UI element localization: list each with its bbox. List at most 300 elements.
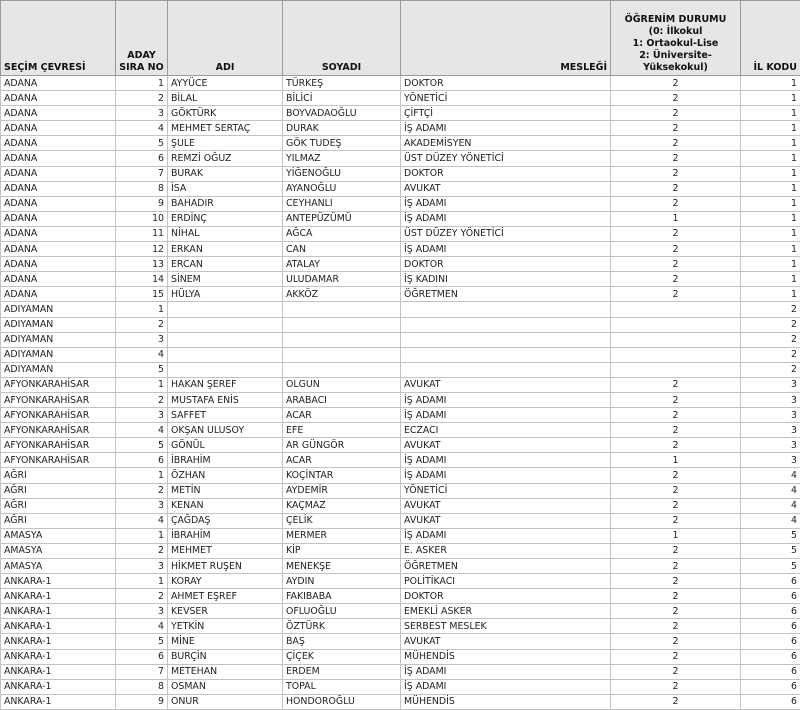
cell-meslegi[interactable] (401, 317, 611, 332)
cell-soyadi[interactable]: CEYHANLI (283, 196, 401, 211)
table-row[interactable] (1, 589, 800, 604)
cell-meslegi[interactable]: ÜST DÜZEY YÖNETİCİ (401, 151, 611, 166)
cell-adi[interactable]: ÇAĞDAŞ (168, 513, 283, 528)
cell-meslegi[interactable]: MÜHENDİS (401, 649, 611, 664)
cell-il-kodu[interactable]: 6 (741, 664, 800, 679)
table-row[interactable] (1, 559, 800, 574)
cell-adi[interactable]: AYYÜCE (168, 76, 283, 91)
cell-secim-cevresi[interactable]: ADIYAMAN (1, 302, 116, 317)
cell-adi[interactable]: NİHAL (168, 226, 283, 241)
table-row[interactable] (1, 664, 800, 679)
cell-soyadi[interactable]: HONDOROĞLU (283, 694, 401, 709)
cell-secim-cevresi[interactable]: ADIYAMAN (1, 317, 116, 332)
cell-meslegi[interactable]: ÖĞRETMEN (401, 559, 611, 574)
table-row[interactable] (1, 151, 800, 166)
cell-secim-cevresi[interactable]: ANKARA-1 (1, 634, 116, 649)
cell-secim-cevresi[interactable]: AFYONKARAHİSAR (1, 453, 116, 468)
cell-il-kodu[interactable]: 1 (741, 121, 800, 136)
cell-meslegi[interactable]: ECZACI (401, 423, 611, 438)
cell-aday-sira-no[interactable]: 1 (116, 468, 168, 483)
header-aday-sira-no[interactable]: ADAY SIRA NO (116, 1, 168, 76)
cell-il-kodu[interactable]: 5 (741, 528, 800, 543)
cell-ogrenim-durumu[interactable] (611, 317, 741, 332)
cell-adi[interactable]: METEHAN (168, 664, 283, 679)
cell-ogrenim-durumu[interactable]: 2 (611, 181, 741, 196)
cell-il-kodu[interactable]: 2 (741, 332, 800, 347)
cell-meslegi[interactable] (401, 362, 611, 377)
cell-secim-cevresi[interactable]: ANKARA-1 (1, 664, 116, 679)
cell-adi[interactable] (168, 317, 283, 332)
cell-aday-sira-no[interactable]: 9 (116, 694, 168, 709)
cell-secim-cevresi[interactable]: AFYONKARAHİSAR (1, 408, 116, 423)
cell-ogrenim-durumu[interactable]: 2 (611, 483, 741, 498)
cell-soyadi[interactable]: OFLUOĞLU (283, 604, 401, 619)
cell-meslegi[interactable]: DOKTOR (401, 166, 611, 181)
table-row[interactable] (1, 543, 800, 558)
cell-adi[interactable]: ERKAN (168, 242, 283, 257)
cell-aday-sira-no[interactable]: 4 (116, 347, 168, 362)
cell-il-kodu[interactable]: 5 (741, 543, 800, 558)
cell-meslegi[interactable]: İŞ ADAMI (401, 196, 611, 211)
cell-soyadi[interactable]: AKKÖZ (283, 287, 401, 302)
cell-adi[interactable]: YETKİN (168, 619, 283, 634)
cell-il-kodu[interactable]: 3 (741, 392, 800, 407)
cell-aday-sira-no[interactable]: 5 (116, 634, 168, 649)
cell-il-kodu[interactable]: 1 (741, 91, 800, 106)
cell-soyadi[interactable]: ÖZTÜRK (283, 619, 401, 634)
table-row[interactable] (1, 513, 800, 528)
cell-secim-cevresi[interactable]: ADANA (1, 181, 116, 196)
cell-soyadi[interactable]: AĞCA (283, 226, 401, 241)
cell-aday-sira-no[interactable]: 1 (116, 76, 168, 91)
cell-adi[interactable]: BAHADIR (168, 196, 283, 211)
cell-adi[interactable]: AHMET EŞREF (168, 589, 283, 604)
cell-secim-cevresi[interactable]: ANKARA-1 (1, 619, 116, 634)
table-row[interactable] (1, 181, 800, 196)
cell-adi[interactable] (168, 332, 283, 347)
cell-il-kodu[interactable]: 2 (741, 317, 800, 332)
cell-meslegi[interactable]: EMEKLİ ASKER (401, 604, 611, 619)
cell-il-kodu[interactable]: 1 (741, 196, 800, 211)
cell-aday-sira-no[interactable]: 3 (116, 604, 168, 619)
cell-aday-sira-no[interactable]: 2 (116, 543, 168, 558)
cell-secim-cevresi[interactable]: AĞRI (1, 513, 116, 528)
cell-aday-sira-no[interactable]: 2 (116, 589, 168, 604)
cell-secim-cevresi[interactable]: AMASYA (1, 543, 116, 558)
table-row[interactable] (1, 468, 800, 483)
cell-soyadi[interactable] (283, 317, 401, 332)
cell-ogrenim-durumu[interactable]: 2 (611, 377, 741, 392)
cell-adi[interactable]: ERCAN (168, 257, 283, 272)
cell-soyadi[interactable]: AYDIN (283, 574, 401, 589)
cell-il-kodu[interactable]: 1 (741, 181, 800, 196)
cell-soyadi[interactable]: ÇİÇEK (283, 649, 401, 664)
cell-ogrenim-durumu[interactable]: 2 (611, 151, 741, 166)
cell-aday-sira-no[interactable]: 2 (116, 392, 168, 407)
cell-ogrenim-durumu[interactable]: 2 (611, 498, 741, 513)
cell-ogrenim-durumu[interactable]: 2 (611, 121, 741, 136)
cell-il-kodu[interactable]: 4 (741, 468, 800, 483)
cell-adi[interactable]: ONUR (168, 694, 283, 709)
cell-aday-sira-no[interactable]: 1 (116, 302, 168, 317)
cell-aday-sira-no[interactable]: 15 (116, 287, 168, 302)
cell-secim-cevresi[interactable]: AĞRI (1, 483, 116, 498)
cell-aday-sira-no[interactable]: 5 (116, 136, 168, 151)
table-row[interactable] (1, 423, 800, 438)
cell-il-kodu[interactable]: 1 (741, 257, 800, 272)
cell-secim-cevresi[interactable]: ADANA (1, 196, 116, 211)
table-row[interactable] (1, 408, 800, 423)
cell-ogrenim-durumu[interactable]: 2 (611, 226, 741, 241)
table-row[interactable] (1, 634, 800, 649)
cell-ogrenim-durumu[interactable]: 2 (611, 136, 741, 151)
cell-adi[interactable]: HİKMET RUŞEN (168, 559, 283, 574)
cell-meslegi[interactable]: AVUKAT (401, 181, 611, 196)
header-il-kodu[interactable]: İL KODU (741, 1, 800, 76)
cell-ogrenim-durumu[interactable]: 2 (611, 242, 741, 257)
cell-ogrenim-durumu[interactable]: 2 (611, 392, 741, 407)
cell-secim-cevresi[interactable]: AFYONKARAHİSAR (1, 438, 116, 453)
cell-soyadi[interactable]: AYANOĞLU (283, 181, 401, 196)
cell-soyadi[interactable]: MERMER (283, 528, 401, 543)
table-row[interactable] (1, 121, 800, 136)
cell-aday-sira-no[interactable]: 14 (116, 272, 168, 287)
cell-soyadi[interactable] (283, 302, 401, 317)
cell-soyadi[interactable] (283, 362, 401, 377)
cell-meslegi[interactable]: İŞ ADAMI (401, 679, 611, 694)
cell-secim-cevresi[interactable]: AĞRI (1, 498, 116, 513)
cell-adi[interactable]: ÖZHAN (168, 468, 283, 483)
cell-ogrenim-durumu[interactable]: 1 (611, 528, 741, 543)
table-row[interactable] (1, 76, 800, 91)
cell-ogrenim-durumu[interactable]: 2 (611, 468, 741, 483)
cell-ogrenim-durumu[interactable]: 2 (611, 634, 741, 649)
cell-secim-cevresi[interactable]: AMASYA (1, 528, 116, 543)
cell-ogrenim-durumu[interactable] (611, 347, 741, 362)
cell-adi[interactable] (168, 302, 283, 317)
cell-soyadi[interactable]: TÜRKEŞ (283, 76, 401, 91)
cell-ogrenim-durumu[interactable]: 2 (611, 694, 741, 709)
table-row[interactable] (1, 91, 800, 106)
cell-soyadi[interactable]: KAÇMAZ (283, 498, 401, 513)
cell-meslegi[interactable]: İŞ ADAMI (401, 392, 611, 407)
cell-soyadi[interactable]: AYDEMİR (283, 483, 401, 498)
cell-secim-cevresi[interactable]: AĞRI (1, 468, 116, 483)
cell-soyadi[interactable]: OLGUN (283, 377, 401, 392)
cell-meslegi[interactable]: AVUKAT (401, 438, 611, 453)
cell-meslegi[interactable]: AVUKAT (401, 498, 611, 513)
cell-aday-sira-no[interactable]: 1 (116, 528, 168, 543)
cell-aday-sira-no[interactable]: 11 (116, 226, 168, 241)
cell-ogrenim-durumu[interactable]: 2 (611, 76, 741, 91)
cell-ogrenim-durumu[interactable]: 2 (611, 589, 741, 604)
cell-adi[interactable]: KEVSER (168, 604, 283, 619)
cell-ogrenim-durumu[interactable]: 2 (611, 91, 741, 106)
cell-aday-sira-no[interactable]: 3 (116, 498, 168, 513)
cell-adi[interactable]: GÖNÜL (168, 438, 283, 453)
cell-adi[interactable]: KENAN (168, 498, 283, 513)
cell-il-kodu[interactable]: 4 (741, 483, 800, 498)
cell-ogrenim-durumu[interactable] (611, 302, 741, 317)
cell-adi[interactable]: SAFFET (168, 408, 283, 423)
cell-meslegi[interactable]: DOKTOR (401, 257, 611, 272)
cell-adi[interactable]: METİN (168, 483, 283, 498)
cell-ogrenim-durumu[interactable]: 1 (611, 211, 741, 226)
cell-meslegi[interactable]: AVUKAT (401, 634, 611, 649)
cell-ogrenim-durumu[interactable]: 2 (611, 513, 741, 528)
cell-adi[interactable]: KORAY (168, 574, 283, 589)
cell-aday-sira-no[interactable]: 1 (116, 377, 168, 392)
cell-soyadi[interactable]: CAN (283, 242, 401, 257)
cell-aday-sira-no[interactable]: 5 (116, 438, 168, 453)
cell-il-kodu[interactable]: 5 (741, 559, 800, 574)
cell-secim-cevresi[interactable]: ADIYAMAN (1, 347, 116, 362)
cell-soyadi[interactable]: EFE (283, 423, 401, 438)
cell-aday-sira-no[interactable]: 4 (116, 121, 168, 136)
cell-secim-cevresi[interactable]: AFYONKARAHİSAR (1, 377, 116, 392)
table-row[interactable] (1, 377, 800, 392)
cell-ogrenim-durumu[interactable]: 1 (611, 453, 741, 468)
cell-il-kodu[interactable]: 4 (741, 513, 800, 528)
cell-secim-cevresi[interactable]: ADANA (1, 136, 116, 151)
cell-aday-sira-no[interactable]: 6 (116, 453, 168, 468)
cell-ogrenim-durumu[interactable]: 2 (611, 604, 741, 619)
cell-adi[interactable]: REMZİ OĞUZ (168, 151, 283, 166)
cell-aday-sira-no[interactable]: 3 (116, 559, 168, 574)
cell-meslegi[interactable]: İŞ ADAMI (401, 242, 611, 257)
cell-il-kodu[interactable]: 1 (741, 211, 800, 226)
cell-meslegi[interactable]: İŞ ADAMI (401, 528, 611, 543)
cell-il-kodu[interactable]: 2 (741, 347, 800, 362)
cell-ogrenim-durumu[interactable]: 2 (611, 166, 741, 181)
cell-aday-sira-no[interactable]: 4 (116, 619, 168, 634)
cell-meslegi[interactable]: İŞ KADINI (401, 272, 611, 287)
cell-il-kodu[interactable]: 3 (741, 453, 800, 468)
cell-adi[interactable]: İSA (168, 181, 283, 196)
header-meslegi[interactable]: MESLEĞİ (401, 1, 611, 76)
table-row[interactable] (1, 287, 800, 302)
cell-adi[interactable]: BURÇİN (168, 649, 283, 664)
cell-secim-cevresi[interactable]: ADANA (1, 211, 116, 226)
cell-il-kodu[interactable]: 2 (741, 362, 800, 377)
cell-adi[interactable]: BURAK (168, 166, 283, 181)
cell-secim-cevresi[interactable]: ADANA (1, 76, 116, 91)
header-ogrenim-durumu[interactable]: ÖĞRENİM DURUMU (0: İlkokul 1: Ortaokul-Lise 2: Üniversite-Yüksekokul) (611, 1, 741, 76)
cell-adi[interactable]: ŞULE (168, 136, 283, 151)
cell-il-kodu[interactable]: 1 (741, 76, 800, 91)
table-row[interactable] (1, 272, 800, 287)
cell-meslegi[interactable]: AVUKAT (401, 377, 611, 392)
cell-il-kodu[interactable]: 6 (741, 679, 800, 694)
cell-adi[interactable]: MEHMET (168, 543, 283, 558)
cell-ogrenim-durumu[interactable]: 2 (611, 408, 741, 423)
cell-soyadi[interactable] (283, 347, 401, 362)
cell-aday-sira-no[interactable]: 10 (116, 211, 168, 226)
cell-aday-sira-no[interactable]: 12 (116, 242, 168, 257)
cell-secim-cevresi[interactable]: AMASYA (1, 559, 116, 574)
table-row[interactable] (1, 694, 800, 709)
table-row[interactable] (1, 649, 800, 664)
cell-aday-sira-no[interactable]: 3 (116, 332, 168, 347)
table-row[interactable] (1, 498, 800, 513)
cell-ogrenim-durumu[interactable] (611, 332, 741, 347)
cell-soyadi[interactable]: ANTEPÜZÜMÜ (283, 211, 401, 226)
cell-soyadi[interactable]: ÇELİK (283, 513, 401, 528)
cell-ogrenim-durumu[interactable]: 2 (611, 272, 741, 287)
table-row[interactable] (1, 483, 800, 498)
cell-secim-cevresi[interactable]: ADANA (1, 106, 116, 121)
cell-aday-sira-no[interactable]: 5 (116, 362, 168, 377)
cell-meslegi[interactable] (401, 332, 611, 347)
cell-soyadi[interactable]: BOYVADAOĞLU (283, 106, 401, 121)
cell-aday-sira-no[interactable]: 7 (116, 166, 168, 181)
cell-adi[interactable]: ERDİNÇ (168, 211, 283, 226)
cell-soyadi[interactable]: YİĞENOĞLU (283, 166, 401, 181)
cell-meslegi[interactable]: İŞ ADAMI (401, 121, 611, 136)
cell-ogrenim-durumu[interactable]: 2 (611, 196, 741, 211)
cell-aday-sira-no[interactable]: 9 (116, 196, 168, 211)
header-soyadi[interactable]: SOYADI (283, 1, 401, 76)
table-row[interactable] (1, 332, 800, 347)
cell-secim-cevresi[interactable]: ANKARA-1 (1, 694, 116, 709)
cell-il-kodu[interactable]: 1 (741, 151, 800, 166)
cell-meslegi[interactable]: AKADEMİSYEN (401, 136, 611, 151)
cell-adi[interactable]: BİLAL (168, 91, 283, 106)
cell-adi[interactable]: OKŞAN ULUSOY (168, 423, 283, 438)
cell-aday-sira-no[interactable]: 6 (116, 151, 168, 166)
cell-secim-cevresi[interactable]: ADIYAMAN (1, 332, 116, 347)
cell-soyadi[interactable]: ARABACI (283, 392, 401, 407)
cell-aday-sira-no[interactable]: 8 (116, 679, 168, 694)
cell-il-kodu[interactable]: 6 (741, 694, 800, 709)
cell-meslegi[interactable]: İŞ ADAMI (401, 468, 611, 483)
cell-soyadi[interactable]: ULUDAMAR (283, 272, 401, 287)
cell-il-kodu[interactable]: 1 (741, 242, 800, 257)
table-row[interactable] (1, 604, 800, 619)
cell-ogrenim-durumu[interactable]: 2 (611, 438, 741, 453)
table-row[interactable] (1, 619, 800, 634)
cell-il-kodu[interactable]: 6 (741, 589, 800, 604)
cell-adi[interactable]: MEHMET SERTAÇ (168, 121, 283, 136)
cell-secim-cevresi[interactable]: ANKARA-1 (1, 589, 116, 604)
table-row[interactable] (1, 453, 800, 468)
cell-secim-cevresi[interactable]: ANKARA-1 (1, 604, 116, 619)
cell-ogrenim-durumu[interactable]: 2 (611, 287, 741, 302)
cell-meslegi[interactable]: ÖĞRETMEN (401, 287, 611, 302)
cell-il-kodu[interactable]: 3 (741, 408, 800, 423)
cell-ogrenim-durumu[interactable]: 2 (611, 543, 741, 558)
cell-soyadi[interactable]: AR GÜNGÖR (283, 438, 401, 453)
cell-adi[interactable]: SİNEM (168, 272, 283, 287)
cell-il-kodu[interactable]: 6 (741, 649, 800, 664)
cell-il-kodu[interactable]: 1 (741, 287, 800, 302)
cell-aday-sira-no[interactable]: 6 (116, 649, 168, 664)
cell-meslegi[interactable]: MÜHENDİS (401, 694, 611, 709)
cell-meslegi[interactable]: DOKTOR (401, 76, 611, 91)
cell-il-kodu[interactable]: 3 (741, 438, 800, 453)
cell-aday-sira-no[interactable]: 7 (116, 664, 168, 679)
cell-secim-cevresi[interactable]: ANKARA-1 (1, 649, 116, 664)
cell-adi[interactable]: HAKAN ŞEREF (168, 377, 283, 392)
table-row[interactable] (1, 302, 800, 317)
cell-aday-sira-no[interactable]: 2 (116, 91, 168, 106)
cell-soyadi[interactable]: GÖK TUDEŞ (283, 136, 401, 151)
cell-soyadi[interactable]: ERDEM (283, 664, 401, 679)
cell-aday-sira-no[interactable]: 4 (116, 513, 168, 528)
table-row[interactable] (1, 242, 800, 257)
cell-aday-sira-no[interactable]: 2 (116, 317, 168, 332)
cell-il-kodu[interactable]: 6 (741, 604, 800, 619)
cell-meslegi[interactable]: İŞ ADAMI (401, 453, 611, 468)
cell-meslegi[interactable]: İŞ ADAMI (401, 211, 611, 226)
cell-aday-sira-no[interactable]: 2 (116, 483, 168, 498)
cell-meslegi[interactable]: DOKTOR (401, 589, 611, 604)
cell-il-kodu[interactable]: 4 (741, 498, 800, 513)
cell-secim-cevresi[interactable]: ADANA (1, 257, 116, 272)
table-row[interactable] (1, 166, 800, 181)
cell-soyadi[interactable]: KİP (283, 543, 401, 558)
cell-il-kodu[interactable]: 1 (741, 226, 800, 241)
cell-aday-sira-no[interactable]: 8 (116, 181, 168, 196)
cell-ogrenim-durumu[interactable]: 2 (611, 664, 741, 679)
cell-secim-cevresi[interactable]: ANKARA-1 (1, 679, 116, 694)
cell-il-kodu[interactable]: 1 (741, 106, 800, 121)
cell-adi[interactable] (168, 347, 283, 362)
table-row[interactable] (1, 226, 800, 241)
cell-secim-cevresi[interactable]: ADANA (1, 242, 116, 257)
cell-il-kodu[interactable]: 1 (741, 136, 800, 151)
table-row[interactable] (1, 257, 800, 272)
cell-meslegi[interactable] (401, 302, 611, 317)
cell-aday-sira-no[interactable]: 13 (116, 257, 168, 272)
cell-meslegi[interactable]: SERBEST MESLEK (401, 619, 611, 634)
cell-secim-cevresi[interactable]: ADANA (1, 121, 116, 136)
cell-meslegi[interactable]: ÇİFTÇİ (401, 106, 611, 121)
cell-ogrenim-durumu[interactable] (611, 362, 741, 377)
table-row[interactable] (1, 317, 800, 332)
header-adi[interactable]: ADI (168, 1, 283, 76)
cell-secim-cevresi[interactable]: ADANA (1, 91, 116, 106)
table-row[interactable] (1, 106, 800, 121)
cell-soyadi[interactable]: TOPAL (283, 679, 401, 694)
cell-ogrenim-durumu[interactable]: 2 (611, 257, 741, 272)
cell-soyadi[interactable]: KOÇİNTAR (283, 468, 401, 483)
cell-soyadi[interactable]: FAKIBABA (283, 589, 401, 604)
table-row[interactable] (1, 362, 800, 377)
table-row[interactable] (1, 347, 800, 362)
cell-il-kodu[interactable]: 6 (741, 619, 800, 634)
table-row[interactable] (1, 392, 800, 407)
cell-secim-cevresi[interactable]: ADANA (1, 272, 116, 287)
cell-il-kodu[interactable]: 6 (741, 634, 800, 649)
cell-soyadi[interactable]: ACAR (283, 453, 401, 468)
cell-ogrenim-durumu[interactable]: 2 (611, 574, 741, 589)
cell-adi[interactable]: OSMAN (168, 679, 283, 694)
cell-soyadi[interactable]: DURAK (283, 121, 401, 136)
cell-soyadi[interactable]: ACAR (283, 408, 401, 423)
cell-il-kodu[interactable]: 3 (741, 377, 800, 392)
cell-aday-sira-no[interactable]: 4 (116, 423, 168, 438)
cell-ogrenim-durumu[interactable]: 2 (611, 649, 741, 664)
cell-soyadi[interactable]: YILMAZ (283, 151, 401, 166)
cell-meslegi[interactable]: E. ASKER (401, 543, 611, 558)
cell-secim-cevresi[interactable]: ADANA (1, 166, 116, 181)
cell-secim-cevresi[interactable]: ADANA (1, 226, 116, 241)
table-row[interactable] (1, 574, 800, 589)
cell-il-kodu[interactable]: 6 (741, 574, 800, 589)
cell-adi[interactable] (168, 362, 283, 377)
cell-meslegi[interactable]: YÖNETİCİ (401, 91, 611, 106)
